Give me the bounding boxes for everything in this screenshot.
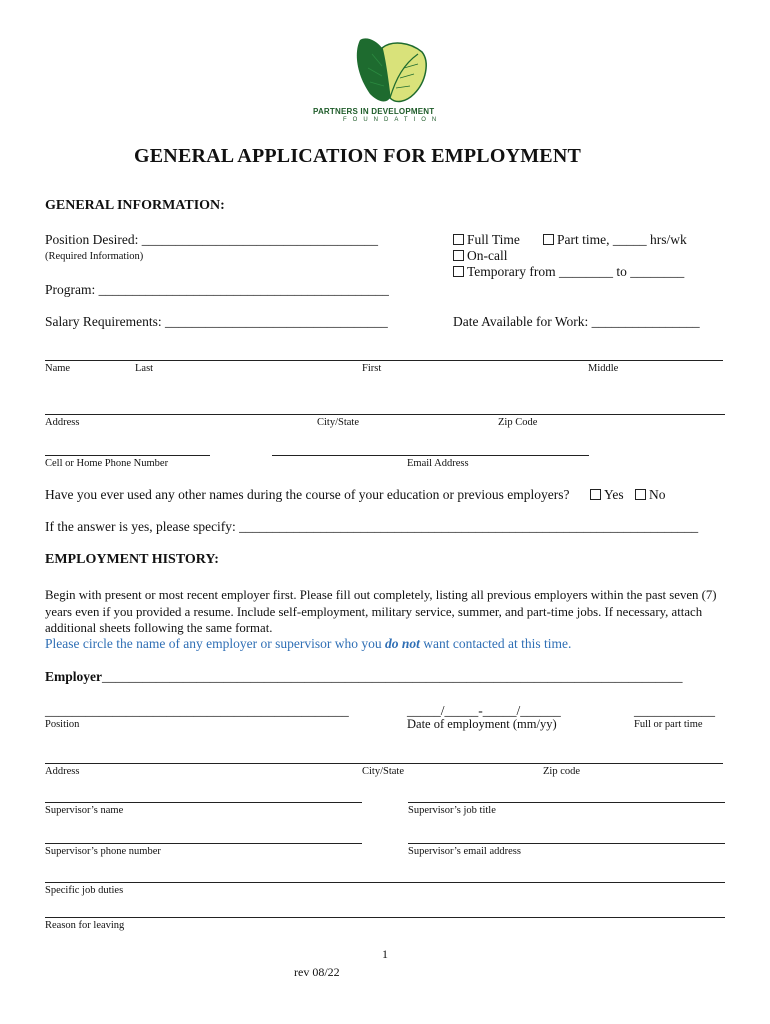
required-note: (Required Information) <box>45 251 144 262</box>
logo-name: PARTNERS IN DEVELOPMENT <box>313 107 435 116</box>
employer-label: Employer <box>45 669 102 684</box>
circle-note-pre: Please circle the name of any employer or supervisor who you <box>45 636 386 651</box>
on-call-option[interactable] <box>453 248 507 264</box>
temporary-option[interactable] <box>453 264 684 280</box>
phone-label: Cell or Home Phone Number <box>45 458 169 469</box>
email-label: Email Address <box>407 458 469 469</box>
job-duties-label: Specific job duties <box>45 885 124 896</box>
temporary-label: Temporary from ________ to ________ <box>467 264 685 279</box>
reason-leaving-line[interactable] <box>45 917 725 918</box>
circle-note-emphasis: do not <box>385 636 420 651</box>
supervisor-name-label: Supervisor’s name <box>45 805 124 816</box>
employment-instructions: Begin with present or most recent employer first. Please fill out completely, listing all previous employers within the past seven (7) years even if you provided a resume. Include self-employment, military service, summer, and part-time jobs. If necessary, attach additional sheets following the same format. <box>45 588 717 635</box>
supervisor-title-label: Supervisor’s job title <box>408 805 496 816</box>
on-call-checkbox[interactable] <box>453 250 464 261</box>
full-time-checkbox[interactable] <box>453 234 464 245</box>
employer-zip-label: Zip code <box>543 766 581 777</box>
last-label: Last <box>135 363 154 374</box>
supervisor-email-line[interactable] <box>408 843 725 844</box>
circle-note-post: want contacted at this time. <box>419 636 572 651</box>
job-duties-line[interactable] <box>45 882 725 883</box>
supervisor-phone-line[interactable] <box>45 843 362 844</box>
other-names-no[interactable] <box>635 487 666 503</box>
position-label: Position <box>45 719 80 730</box>
employer-city-state-label: City/State <box>362 766 404 777</box>
supervisor-phone-label: Supervisor’s phone number <box>45 846 161 857</box>
address-line[interactable] <box>45 414 725 415</box>
no-checkbox[interactable] <box>635 489 646 500</box>
page-title: GENERAL APPLICATION FOR EMPLOYMENT <box>134 145 582 167</box>
employer-address-label: Address <box>45 766 80 777</box>
position-desired-field[interactable]: Position Desired: ___________________________________ <box>45 232 378 247</box>
logo <box>352 34 432 106</box>
salary-field[interactable]: Salary Requirements: _________________________________ <box>45 314 388 329</box>
supervisor-name-line[interactable] <box>45 802 362 803</box>
supervisor-email-label: Supervisor’s email address <box>408 846 521 857</box>
no-label: No <box>649 487 666 502</box>
address-label: Address <box>45 417 80 428</box>
fullpart-line[interactable]: ____________ <box>634 703 715 718</box>
part-time-label: Part time, _____ hrs/wk <box>557 232 687 247</box>
reason-leaving-label: Reason for leaving <box>45 920 125 931</box>
circle-note <box>45 636 571 652</box>
page-number: 1 <box>382 947 388 961</box>
first-label: First <box>362 363 382 374</box>
full-time-label: Full Time <box>467 232 520 247</box>
date-line[interactable]: _____/_____-_____/______ <box>407 703 561 718</box>
program-field[interactable]: Program: ___________________________________________ <box>45 282 389 297</box>
employer-line: ______________________________________________________________________________________ <box>102 669 683 684</box>
yes-checkbox[interactable] <box>590 489 601 500</box>
name-line[interactable] <box>45 360 723 361</box>
specify-field[interactable]: If the answer is yes, please specify: ____________________________________________________________________ <box>45 519 699 534</box>
city-state-label: City/State <box>317 417 359 428</box>
yes-label: Yes <box>604 487 624 502</box>
phone-line[interactable] <box>45 455 210 456</box>
middle-label: Middle <box>588 363 619 374</box>
leaf-logo-icon <box>352 34 432 106</box>
part-time-checkbox[interactable] <box>543 234 554 245</box>
position-line[interactable]: _____________________________________________ <box>45 703 349 718</box>
employment-heading: EMPLOYMENT HISTORY: <box>45 552 219 567</box>
zip-label: Zip Code <box>498 417 538 428</box>
on-call-label: On-call <box>467 248 508 263</box>
general-heading: GENERAL INFORMATION: <box>45 198 225 213</box>
revision-label: rev 08/22 <box>294 965 340 979</box>
fullpart-label: Full or part time <box>634 719 703 730</box>
full-time-option[interactable] <box>453 232 520 248</box>
logo-sub: FOUNDATION <box>343 117 443 123</box>
employer-address-line[interactable] <box>45 763 723 764</box>
date-label: Date of employment (mm/yy) <box>407 717 557 731</box>
temporary-checkbox[interactable] <box>453 266 464 277</box>
name-label: Name <box>45 363 71 374</box>
date-available-field[interactable]: Date Available for Work: ________________ <box>453 314 700 329</box>
employer-field[interactable] <box>45 669 683 685</box>
other-names-yes[interactable] <box>590 487 624 503</box>
supervisor-title-line[interactable] <box>408 802 725 803</box>
other-names-question: Have you ever used any other names during the course of your education or previous employers? <box>45 487 570 502</box>
email-line[interactable] <box>272 455 589 456</box>
part-time-option[interactable] <box>543 232 687 248</box>
